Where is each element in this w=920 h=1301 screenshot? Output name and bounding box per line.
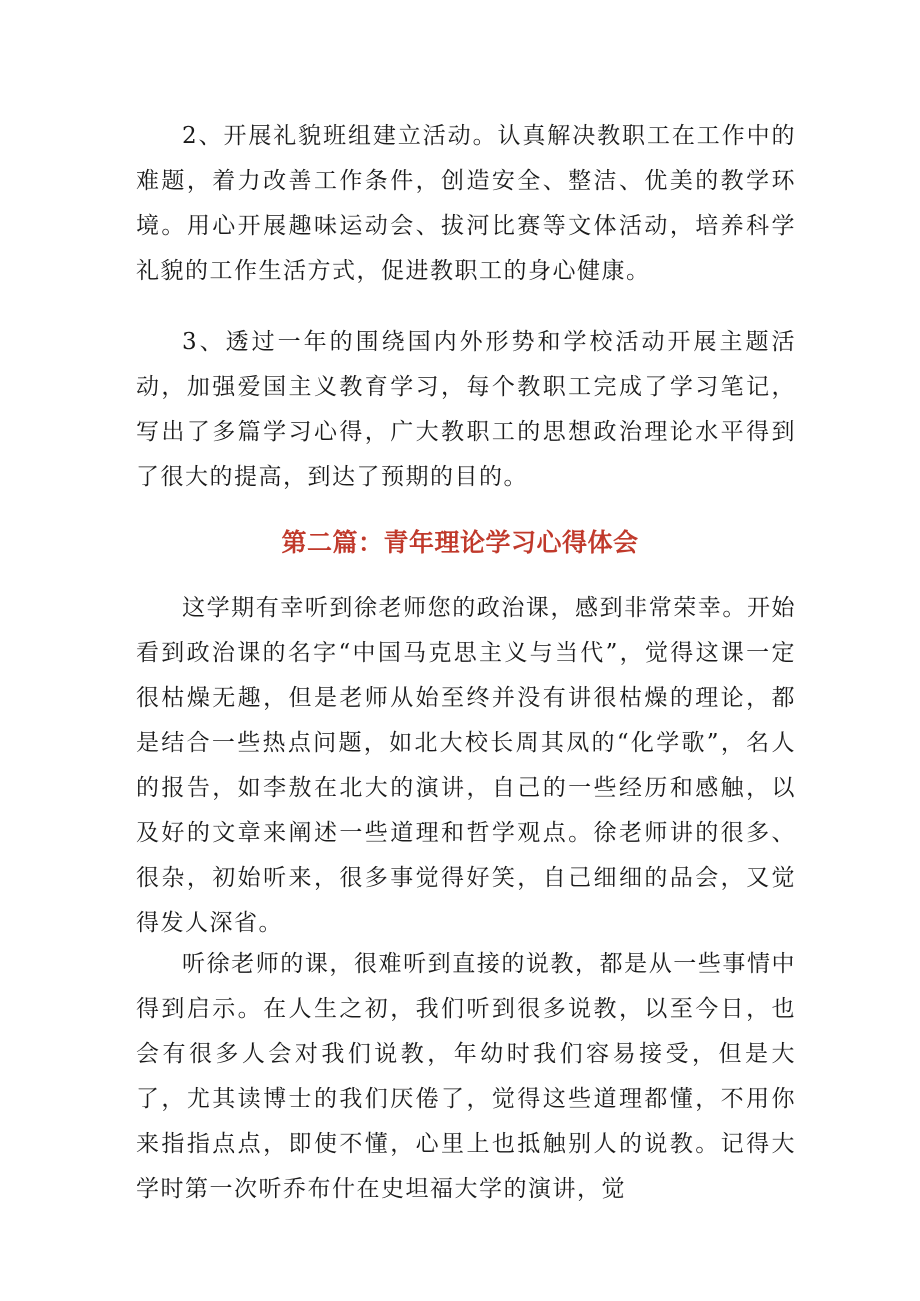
- paragraph-item-3: 3、透过一年的围绕国内外形势和学校活动开展主题活动，加强爱国主义教育学习，每个教职工完成了学习笔记，写出了多篇学习心得，广大教职工的思想政治理论水平得到了很大的提高，到达了预期的目的。: [136, 329, 796, 490]
- paragraph-intro: 这学期有幸听到徐老师您的政治课，感到非常荣幸。开始看到政治课的名字“中国马克思主义与当代”，觉得这课一定很枯燥无趣，但是老师从始至终并没有讲很枯燥的理论，都是结合一些热点问题，如北大校长周其凤的“化学歌”，名人的报告，如李敖在北大的演讲，自己的一些经历和感触，以及好的文章来阐述一些道理和哲学观点。徐老师讲的很多、很杂，初始听来，很多事觉得好笑，自己细细的品会，又觉得发人深省。: [136, 595, 796, 936]
- paragraph-item-2: 2、开展礼貌班组建立活动。认真解决教职工在工作中的难题，着力改善工作条件，创造安全、整洁、优美的教学环境。用心开展趣味运动会、拔河比赛等文体活动，培养科学礼貌的工作生活方式，促进教职工的身心健康。: [136, 123, 796, 284]
- paragraph-continuation: 听徐老师的课，很难听到直接的说教，都是从一些事情中得到启示。在人生之初，我们听到很多说教，以至今日，也会有很多人会对我们说教，年幼时我们容易接受，但是大了，尤其读博士的我们厌倦了，觉得这些道理都懂，不用你来指指点点，即使不懂，心里上也抵触别人的说教。记得大学时第一次听乔布什在史坦福大学的演讲，觉: [136, 951, 796, 1202]
- section-title: 第二篇：青年理论学习心得体会: [281, 528, 639, 557]
